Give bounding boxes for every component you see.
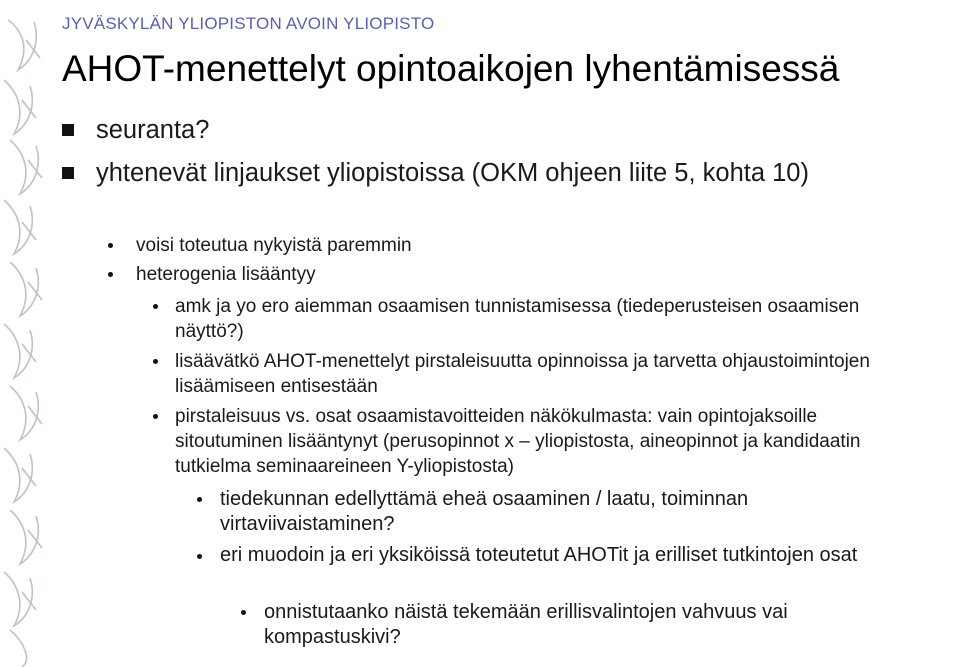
decorative-flame-pattern <box>0 0 52 667</box>
subitem-pirstaleisuus: pirstaleisuus vs. osat osaamistavoitteiden näkökulmasta: vain opintojaksoille sitoutuminen lisääntynyt (perusopinnot x – yliopistosta, aineopinnot ja kandidaatin tutkielma seminaareineen Y-yliopistosta) <box>175 406 861 477</box>
subitem-onnistutaanko: onnistutaanko näistä tekemään erillisvalintojen vahvuus vai kompastuskivi? <box>264 601 788 648</box>
bullet-dot-icon <box>108 272 113 277</box>
square-bullet-icon <box>62 167 74 179</box>
square-bullet-icon <box>62 124 74 136</box>
bullet-dot-icon <box>197 497 202 502</box>
subitem-lisaavatko: lisäävätkö AHOT-menettelyt pirstaleisuutta opinnoissa ja tarvetta ohjaustoimintojen lisäämiseen entisestään <box>175 351 870 397</box>
subitem-toteutua: voisi toteutua nykyistä paremmin <box>136 235 412 256</box>
bullet-dot-icon <box>153 304 158 309</box>
subitem-amk-yo: amk ja yo ero aiemman osaamisen tunnistamisessa (tiedeperusteisen osaamisen näyttö?) <box>175 296 860 342</box>
bullet-dot-icon <box>197 554 202 559</box>
bullet-dot-icon <box>108 243 113 248</box>
subitem-heterogenia: heterogenia lisääntyy <box>136 264 316 285</box>
bullet-seuranta: seuranta? <box>96 115 916 145</box>
slide-title: AHOT-menettelyt opintoaikojen lyhentämisessä <box>62 48 840 89</box>
bullet-dot-icon <box>153 414 158 419</box>
bullet-dot-icon <box>153 359 158 364</box>
bullet-linjaukset: yhtenevät linjaukset yliopistoissa (OKM ohjeen liite 5, kohta 10) <box>96 158 896 188</box>
bullet-dot-icon <box>241 610 246 615</box>
subitem-eri-muodoin: eri muodoin ja eri yksiköissä toteutetut AHOTit ja erilliset tutkintojen osat <box>220 544 858 566</box>
subitem-tiedekunta: tiedekunnan edellyttämä eheä osaaminen / laatu, toiminnan virtaviivaistaminen? <box>220 488 749 535</box>
organization-header: JYVÄSKYLÄN YLIOPISTON AVOIN YLIOPISTO <box>62 14 435 33</box>
